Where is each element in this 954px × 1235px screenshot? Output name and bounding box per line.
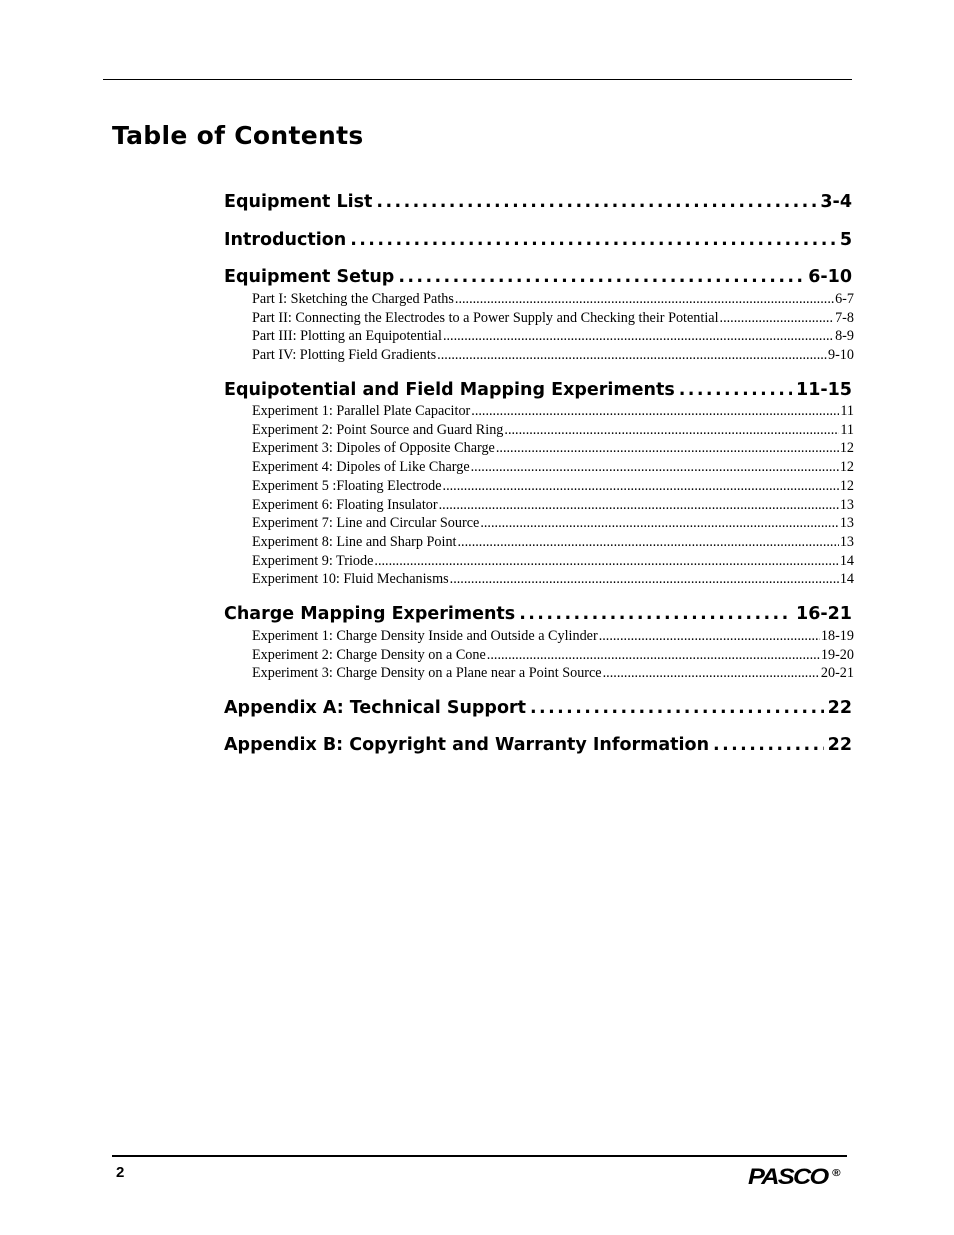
dot-leader <box>603 665 820 682</box>
page-number: 2 <box>116 1164 125 1181</box>
toc-subentry-pages: 14 <box>839 553 854 569</box>
registered-mark: ® <box>832 1168 841 1179</box>
toc-subentry-label: Experiment 10: Fluid Mechanisms <box>252 571 449 587</box>
toc-subentry-pages: 13 <box>839 515 854 531</box>
dot-leader <box>450 571 839 588</box>
toc-section[interactable] <box>224 698 852 718</box>
toc-subentry-pages: 12 <box>839 459 854 475</box>
dot-leader <box>439 497 839 514</box>
dot-leader <box>374 553 838 570</box>
toc-subentry-pages: 12 <box>839 440 854 456</box>
toc-subentry[interactable] <box>252 403 854 420</box>
toc-subentry-label: Experiment 2: Point Source and Guard Ring <box>252 422 504 438</box>
toc-section-label: Charge Mapping Experiments <box>224 604 516 624</box>
toc-subentry-label: Experiment 3: Dipoles of Opposite Charge <box>252 440 495 456</box>
dot-leader <box>713 735 824 755</box>
toc-subentry-label: Experiment 7: Line and Circular Source <box>252 515 480 531</box>
toc-subentry[interactable] <box>252 459 854 476</box>
toc-subentry-pages: 13 <box>839 534 854 550</box>
dot-leader <box>437 347 827 364</box>
toc-subentry-pages: 13 <box>839 497 854 513</box>
toc-section[interactable] <box>224 230 852 250</box>
toc-subentry-pages: 9-10 <box>827 347 854 363</box>
toc-subentry-label: Part I: Sketching the Charged Paths <box>252 291 454 307</box>
dot-leader <box>398 267 804 287</box>
toc-subentry[interactable] <box>252 478 854 495</box>
dot-leader <box>443 328 834 345</box>
toc-section[interactable] <box>224 267 852 287</box>
dot-leader <box>530 698 824 718</box>
dot-leader <box>480 515 838 532</box>
toc-subentry-pages: 11 <box>840 403 854 419</box>
toc-subentry[interactable] <box>252 440 854 457</box>
dot-leader <box>496 440 839 457</box>
toc-subentry-label: Experiment 8: Line and Sharp Point <box>252 534 457 550</box>
toc-section[interactable] <box>224 192 852 212</box>
toc-subentry[interactable] <box>252 571 854 588</box>
footer-rule <box>112 1155 847 1157</box>
toc-section[interactable] <box>224 380 852 400</box>
pasco-logo <box>748 1164 841 1190</box>
toc-subentry[interactable] <box>252 328 854 345</box>
dot-leader <box>443 478 839 495</box>
toc-subentry[interactable] <box>252 665 854 682</box>
toc-section-pages: 11-15 <box>796 380 852 400</box>
toc-subentry[interactable] <box>252 291 854 308</box>
toc-subentry[interactable] <box>252 553 854 570</box>
toc-section-pages: 22 <box>827 698 852 718</box>
toc-section-label: Appendix A: Technical Support <box>224 698 526 718</box>
toc-subentry-pages: 11 <box>840 422 854 438</box>
toc-subentry[interactable] <box>252 310 854 327</box>
toc-section-label: Introduction <box>224 230 347 250</box>
toc-subentry[interactable] <box>252 647 854 664</box>
toc-subentry-pages: 8-9 <box>835 328 854 344</box>
toc-section-pages: 22 <box>827 735 852 755</box>
toc-subentry[interactable] <box>252 347 854 364</box>
toc-subentry-label: Part III: Plotting an Equipotential <box>252 328 442 344</box>
toc-subentry[interactable] <box>252 628 854 645</box>
toc-subentry-label: Experiment 1: Parallel Plate Capacitor <box>252 403 471 419</box>
toc-subentry-label: Experiment 2: Charge Density on a Cone <box>252 647 486 663</box>
dot-leader <box>519 604 792 624</box>
toc-subentry-label: Experiment 9: Triode <box>252 553 374 569</box>
toc-section-pages: 16-21 <box>796 604 852 624</box>
dot-leader <box>350 230 836 250</box>
dot-leader <box>599 628 820 645</box>
dot-leader <box>504 422 839 439</box>
dot-leader <box>720 310 835 327</box>
logo-text: PASCO <box>748 1164 828 1189</box>
toc-subentry[interactable] <box>252 534 854 551</box>
toc-section-label: Appendix B: Copyright and Warranty Information <box>224 735 710 755</box>
toc-subentry-label: Experiment 6: Floating Insulator <box>252 497 438 513</box>
dot-leader <box>376 192 816 212</box>
dot-leader <box>471 403 839 420</box>
toc-subentry-pages: 20-21 <box>820 665 854 681</box>
toc-subentry-pages: 7-8 <box>835 310 854 326</box>
toc-subentry-label: Experiment 4: Dipoles of Like Charge <box>252 459 470 475</box>
toc-subentry-pages: 6-7 <box>835 291 854 307</box>
dot-leader <box>679 380 792 400</box>
toc-subentry[interactable] <box>252 497 854 514</box>
toc-subentry-label: Experiment 3: Charge Density on a Plane near a Point Source <box>252 665 602 681</box>
dot-leader <box>455 291 834 308</box>
toc-subentry-label: Part II: Connecting the Electrodes to a Power Supply and Checking their Potential <box>252 310 719 326</box>
toc-section[interactable] <box>224 735 852 755</box>
toc-section-pages: 3-4 <box>820 192 852 212</box>
toc-section-pages: 5 <box>839 230 852 250</box>
toc-subentry[interactable] <box>252 422 854 439</box>
toc-section-label: Equipment Setup <box>224 267 395 287</box>
toc-section-pages: 6-10 <box>808 267 852 287</box>
toc-section-label: Equipotential and Field Mapping Experiments <box>224 380 675 400</box>
toc-subentry-label: Part IV: Plotting Field Gradients <box>252 347 437 363</box>
toc-subentry-pages: 19-20 <box>820 647 854 663</box>
dot-leader <box>487 647 820 664</box>
toc-subentry-label: Experiment 1: Charge Density Inside and Outside a Cylinder <box>252 628 598 644</box>
toc-subentry-pages: 12 <box>839 478 854 494</box>
toc-section[interactable] <box>224 604 852 624</box>
toc-subentry-pages: 14 <box>839 571 854 587</box>
toc-section-label: Equipment List <box>224 192 373 212</box>
dot-leader <box>471 459 839 476</box>
toc-subentry-label: Experiment 5 :Floating Electrode <box>252 478 442 494</box>
toc-subentry[interactable] <box>252 515 854 532</box>
page-title: Table of Contents <box>112 121 364 150</box>
header-rule <box>103 79 852 80</box>
dot-leader <box>458 534 839 551</box>
toc-subentry-pages: 18-19 <box>820 628 854 644</box>
